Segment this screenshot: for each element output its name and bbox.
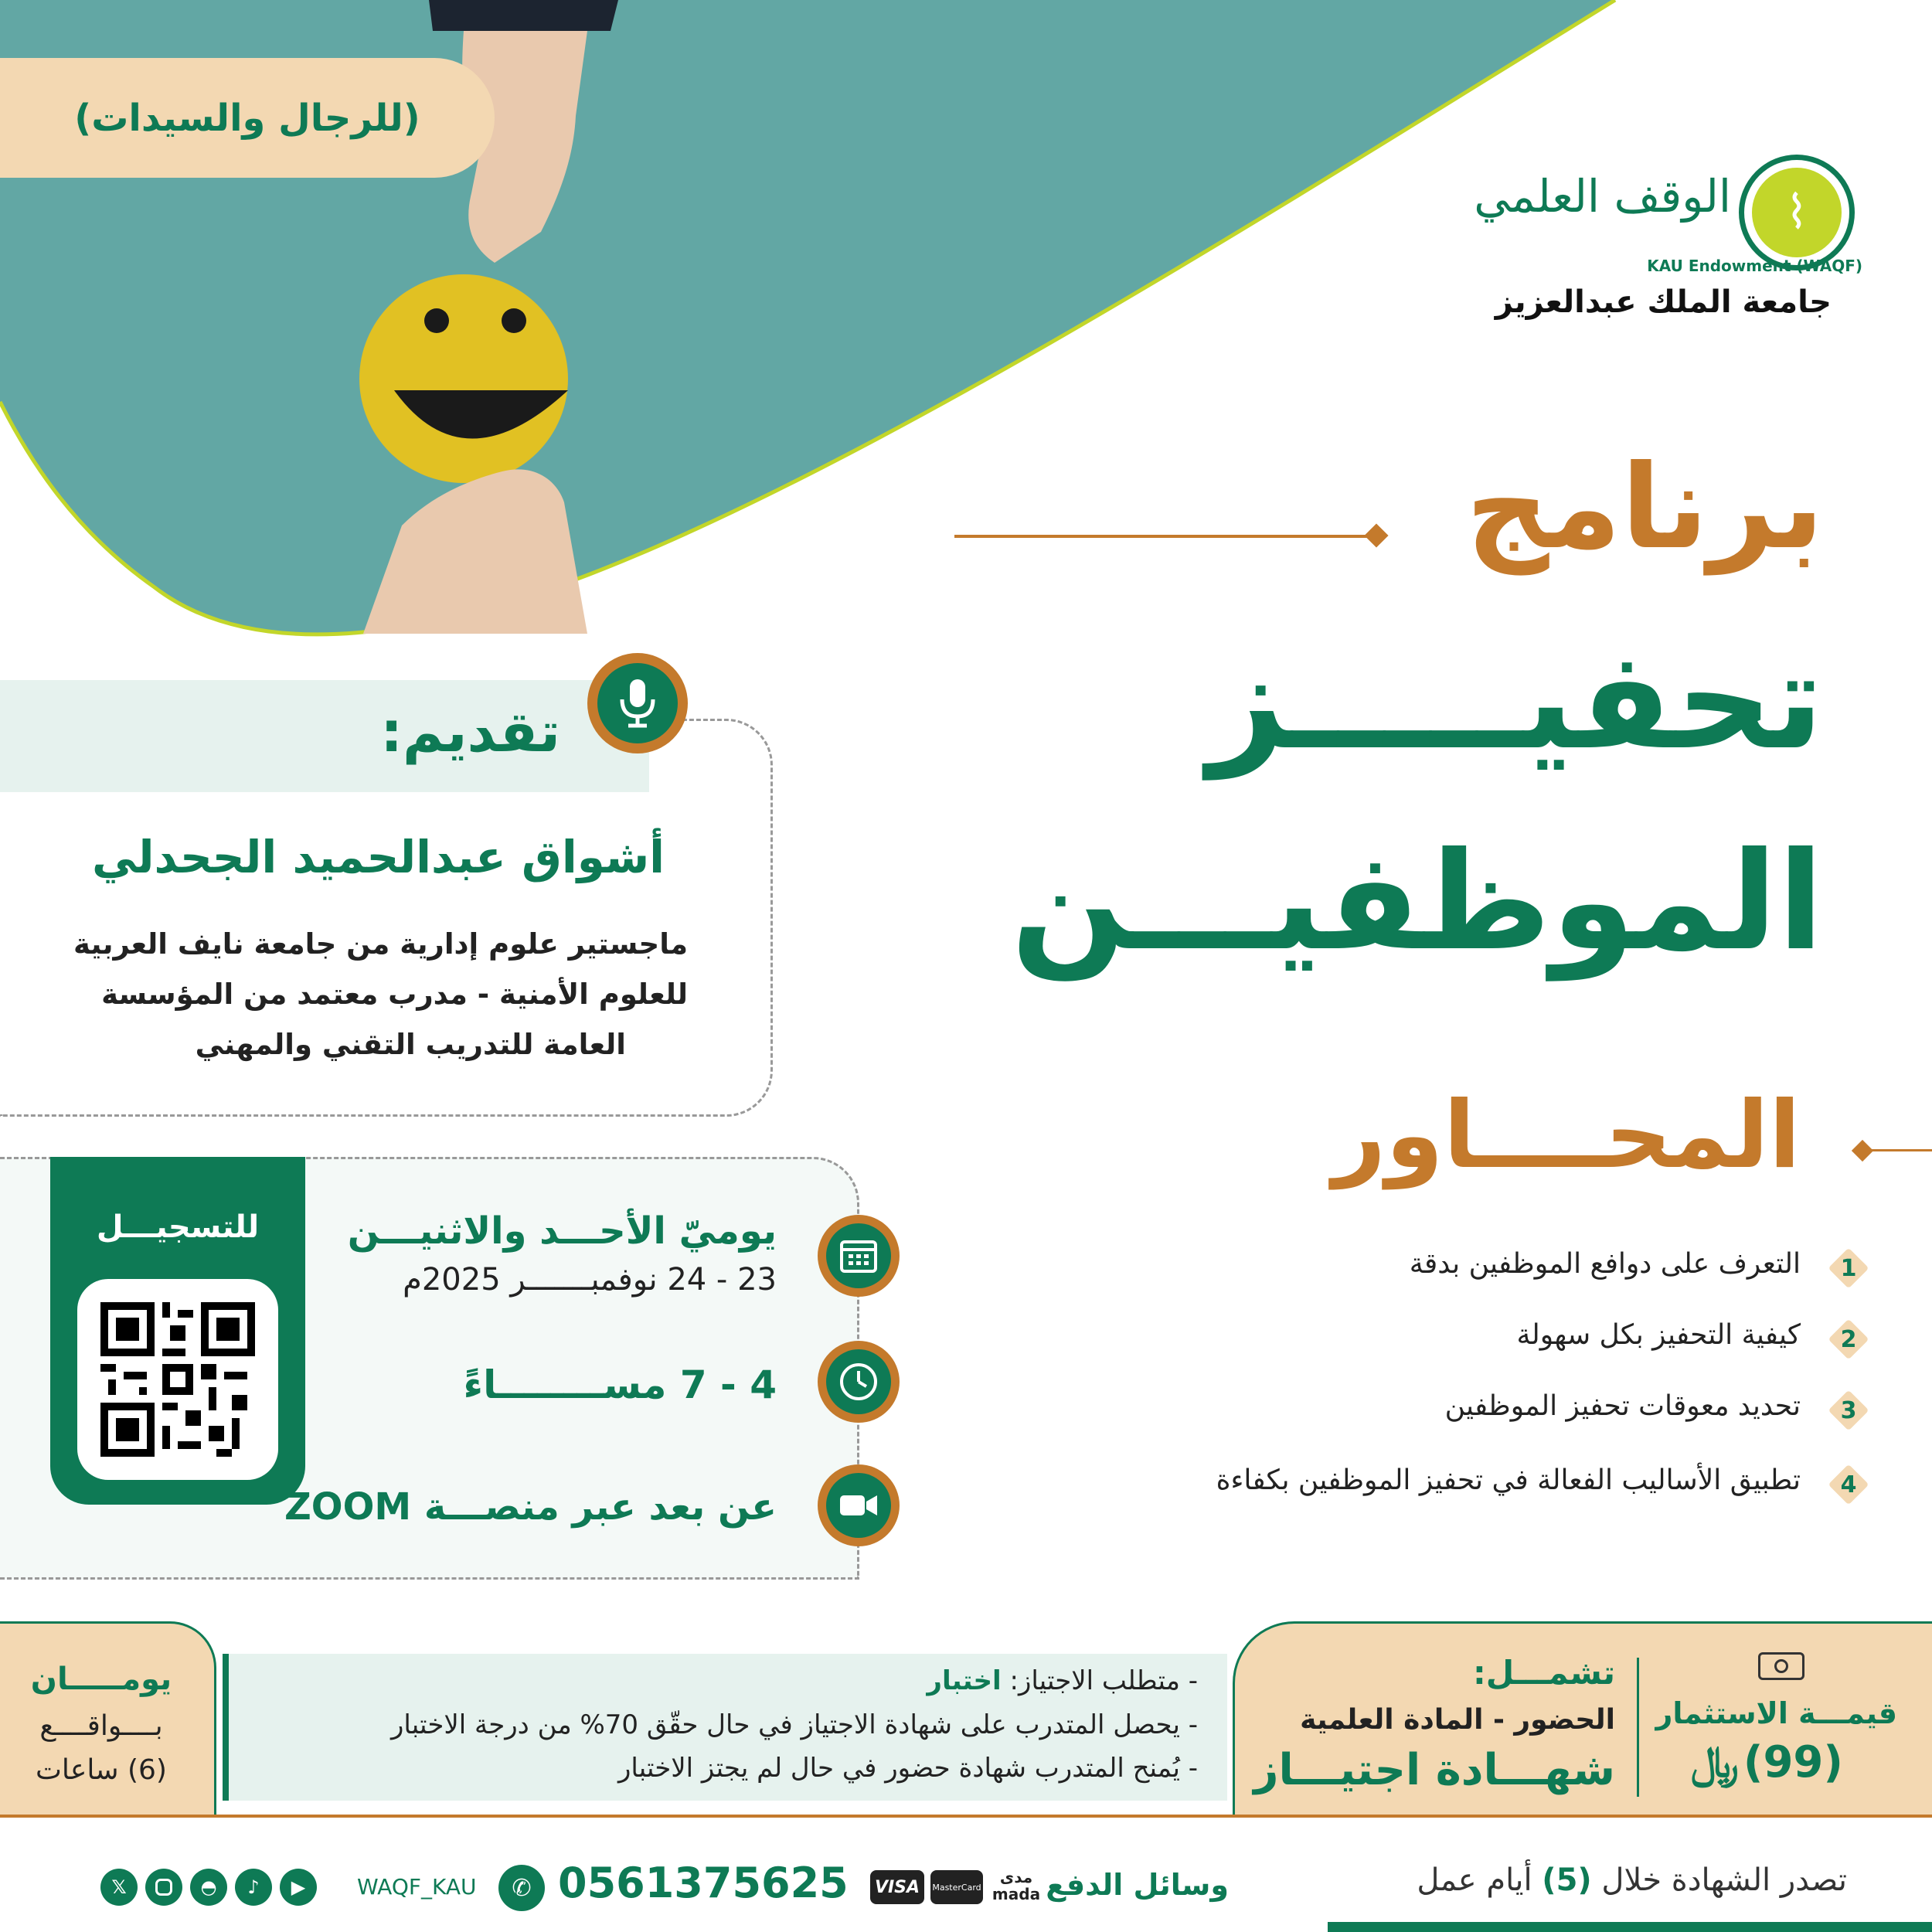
topics-heading: المحــــاور <box>1332 1082 1801 1189</box>
certificate-issue-note: تصدر الشهادة خلال (5) أيام عمل <box>1417 1862 1847 1898</box>
currency-icon: ﷼ <box>1691 1737 1739 1787</box>
phone-number[interactable]: 0561375625 <box>558 1859 849 1907</box>
snapchat-icon[interactable]: ◓ <box>190 1869 227 1906</box>
youtube-icon[interactable]: ▶ <box>280 1869 317 1906</box>
topic-number-badge: 2 <box>1828 1319 1869 1359</box>
instagram-icon[interactable] <box>145 1869 182 1906</box>
title-divider <box>954 535 1368 538</box>
info-band <box>0 1607 1932 1820</box>
duration-line1: يومـــــان <box>30 1662 172 1697</box>
schedule-dates: 23 - 24 نوفمبـــــــر 2025م <box>403 1262 777 1298</box>
presenter-bio-line2: للعلوم الأمنية - مدرب معتمد من المؤسسة <box>101 978 688 1011</box>
audience-label: (للرجال والسيدات) <box>74 96 420 140</box>
presenter-bio-line1: ماجستير علوم إدارية من جامعة نايف العربية <box>73 927 688 961</box>
topic-number-badge: 1 <box>1828 1248 1869 1288</box>
includes-certificate: شهـــادة اجتيـــاز <box>1253 1745 1615 1795</box>
topic-number-badge: 4 <box>1828 1464 1869 1505</box>
requirements-accent <box>223 1654 229 1801</box>
mastercard-icon: MasterCard <box>930 1870 983 1904</box>
requirement-line2: - يحصل المتدرب على شهادة الاجتياز في حال حقّق 70% من درجة الاختبار <box>391 1709 1198 1740</box>
topic-text: تحديد معوقات تحفيز الموظفين <box>1444 1390 1801 1422</box>
program-title-line1: تحفيـــــز <box>1207 623 1824 780</box>
schedule-platform: عن بعد عبر منصـــة ZOOM <box>284 1485 777 1529</box>
money-icon <box>1758 1652 1804 1680</box>
topic-text: تطبيق الأساليب الفعالة في تحفيز الموظفين بكفاءة <box>1216 1464 1801 1496</box>
requirement-line1: - متطلب الاجتياز: اختبار <box>927 1665 1198 1696</box>
logo-emblem-icon: ⌇ <box>1739 155 1855 270</box>
topic-text: التعرف على دوافع الموظفين بدقة <box>1409 1248 1801 1280</box>
logo-arabic-name: الوقف العلمي <box>1474 170 1731 223</box>
price-divider <box>1637 1658 1639 1797</box>
includes-items: الحضور - المادة العلمية <box>1300 1704 1615 1736</box>
audience-badge <box>0 58 495 178</box>
program-label: برنامج <box>1465 440 1824 575</box>
price-label: قيمـــة الاستثمار <box>1655 1696 1897 1730</box>
duration-line3: (6) ساعات <box>36 1754 167 1786</box>
program-title-line2: الموظفيـــن <box>1011 824 1824 981</box>
topics-divider <box>1870 1149 1932 1151</box>
visa-icon: VISA <box>870 1870 924 1904</box>
topic-text: كيفية التحفيز بكل سهولة <box>1516 1319 1801 1351</box>
price-value: (99) <box>1743 1737 1843 1787</box>
social-icons <box>100 1869 317 1906</box>
schedule-days: يوميّ الأحـــد والاثنيـــن <box>347 1209 777 1253</box>
topic-number-badge: 3 <box>1828 1390 1869 1430</box>
presenter-bio-line3: العامة للتدريب التقني والمهني <box>195 1028 626 1061</box>
presenter-heading: تقديم: <box>380 699 560 764</box>
logo <box>1474 155 1862 340</box>
duration-line2: بــــواقــــع <box>39 1710 163 1742</box>
video-camera-icon <box>818 1464 900 1546</box>
microphone-icon <box>587 653 688 753</box>
tiktok-icon[interactable]: ♪ <box>235 1869 272 1906</box>
qr-code-icon <box>100 1302 255 1457</box>
social-handle: WAQF_KAU <box>357 1874 477 1900</box>
requirement-line3: - يُمنح المتدرب شهادة حضور في حال لم يجتز الاختبار <box>617 1753 1198 1784</box>
x-icon[interactable]: 𝕏 <box>100 1869 138 1906</box>
payment-label: وسائل الدفع <box>1046 1868 1229 1902</box>
whatsapp-icon[interactable]: ✆ <box>498 1865 545 1911</box>
presenter-name: أشواق عبدالحميد الجحدلي <box>92 831 665 883</box>
register-qr-code[interactable] <box>77 1279 278 1480</box>
mada-icon: مدى mada <box>992 1868 1041 1903</box>
footer-accent-bar <box>1328 1922 1932 1932</box>
logo-university: جامعة الملك عبدالعزيز <box>1495 284 1832 320</box>
logo-english-name: KAU Endowment (WAQF) <box>1647 257 1862 275</box>
includes-label: تشمـــل: <box>1472 1654 1615 1692</box>
calendar-icon <box>818 1215 900 1297</box>
clock-icon <box>818 1341 900 1423</box>
info-band-bottom-line <box>0 1815 1932 1818</box>
register-label: للتسجيـــل <box>96 1209 260 1245</box>
schedule-time: 4 - 7 مســــــــاءً <box>463 1362 777 1407</box>
